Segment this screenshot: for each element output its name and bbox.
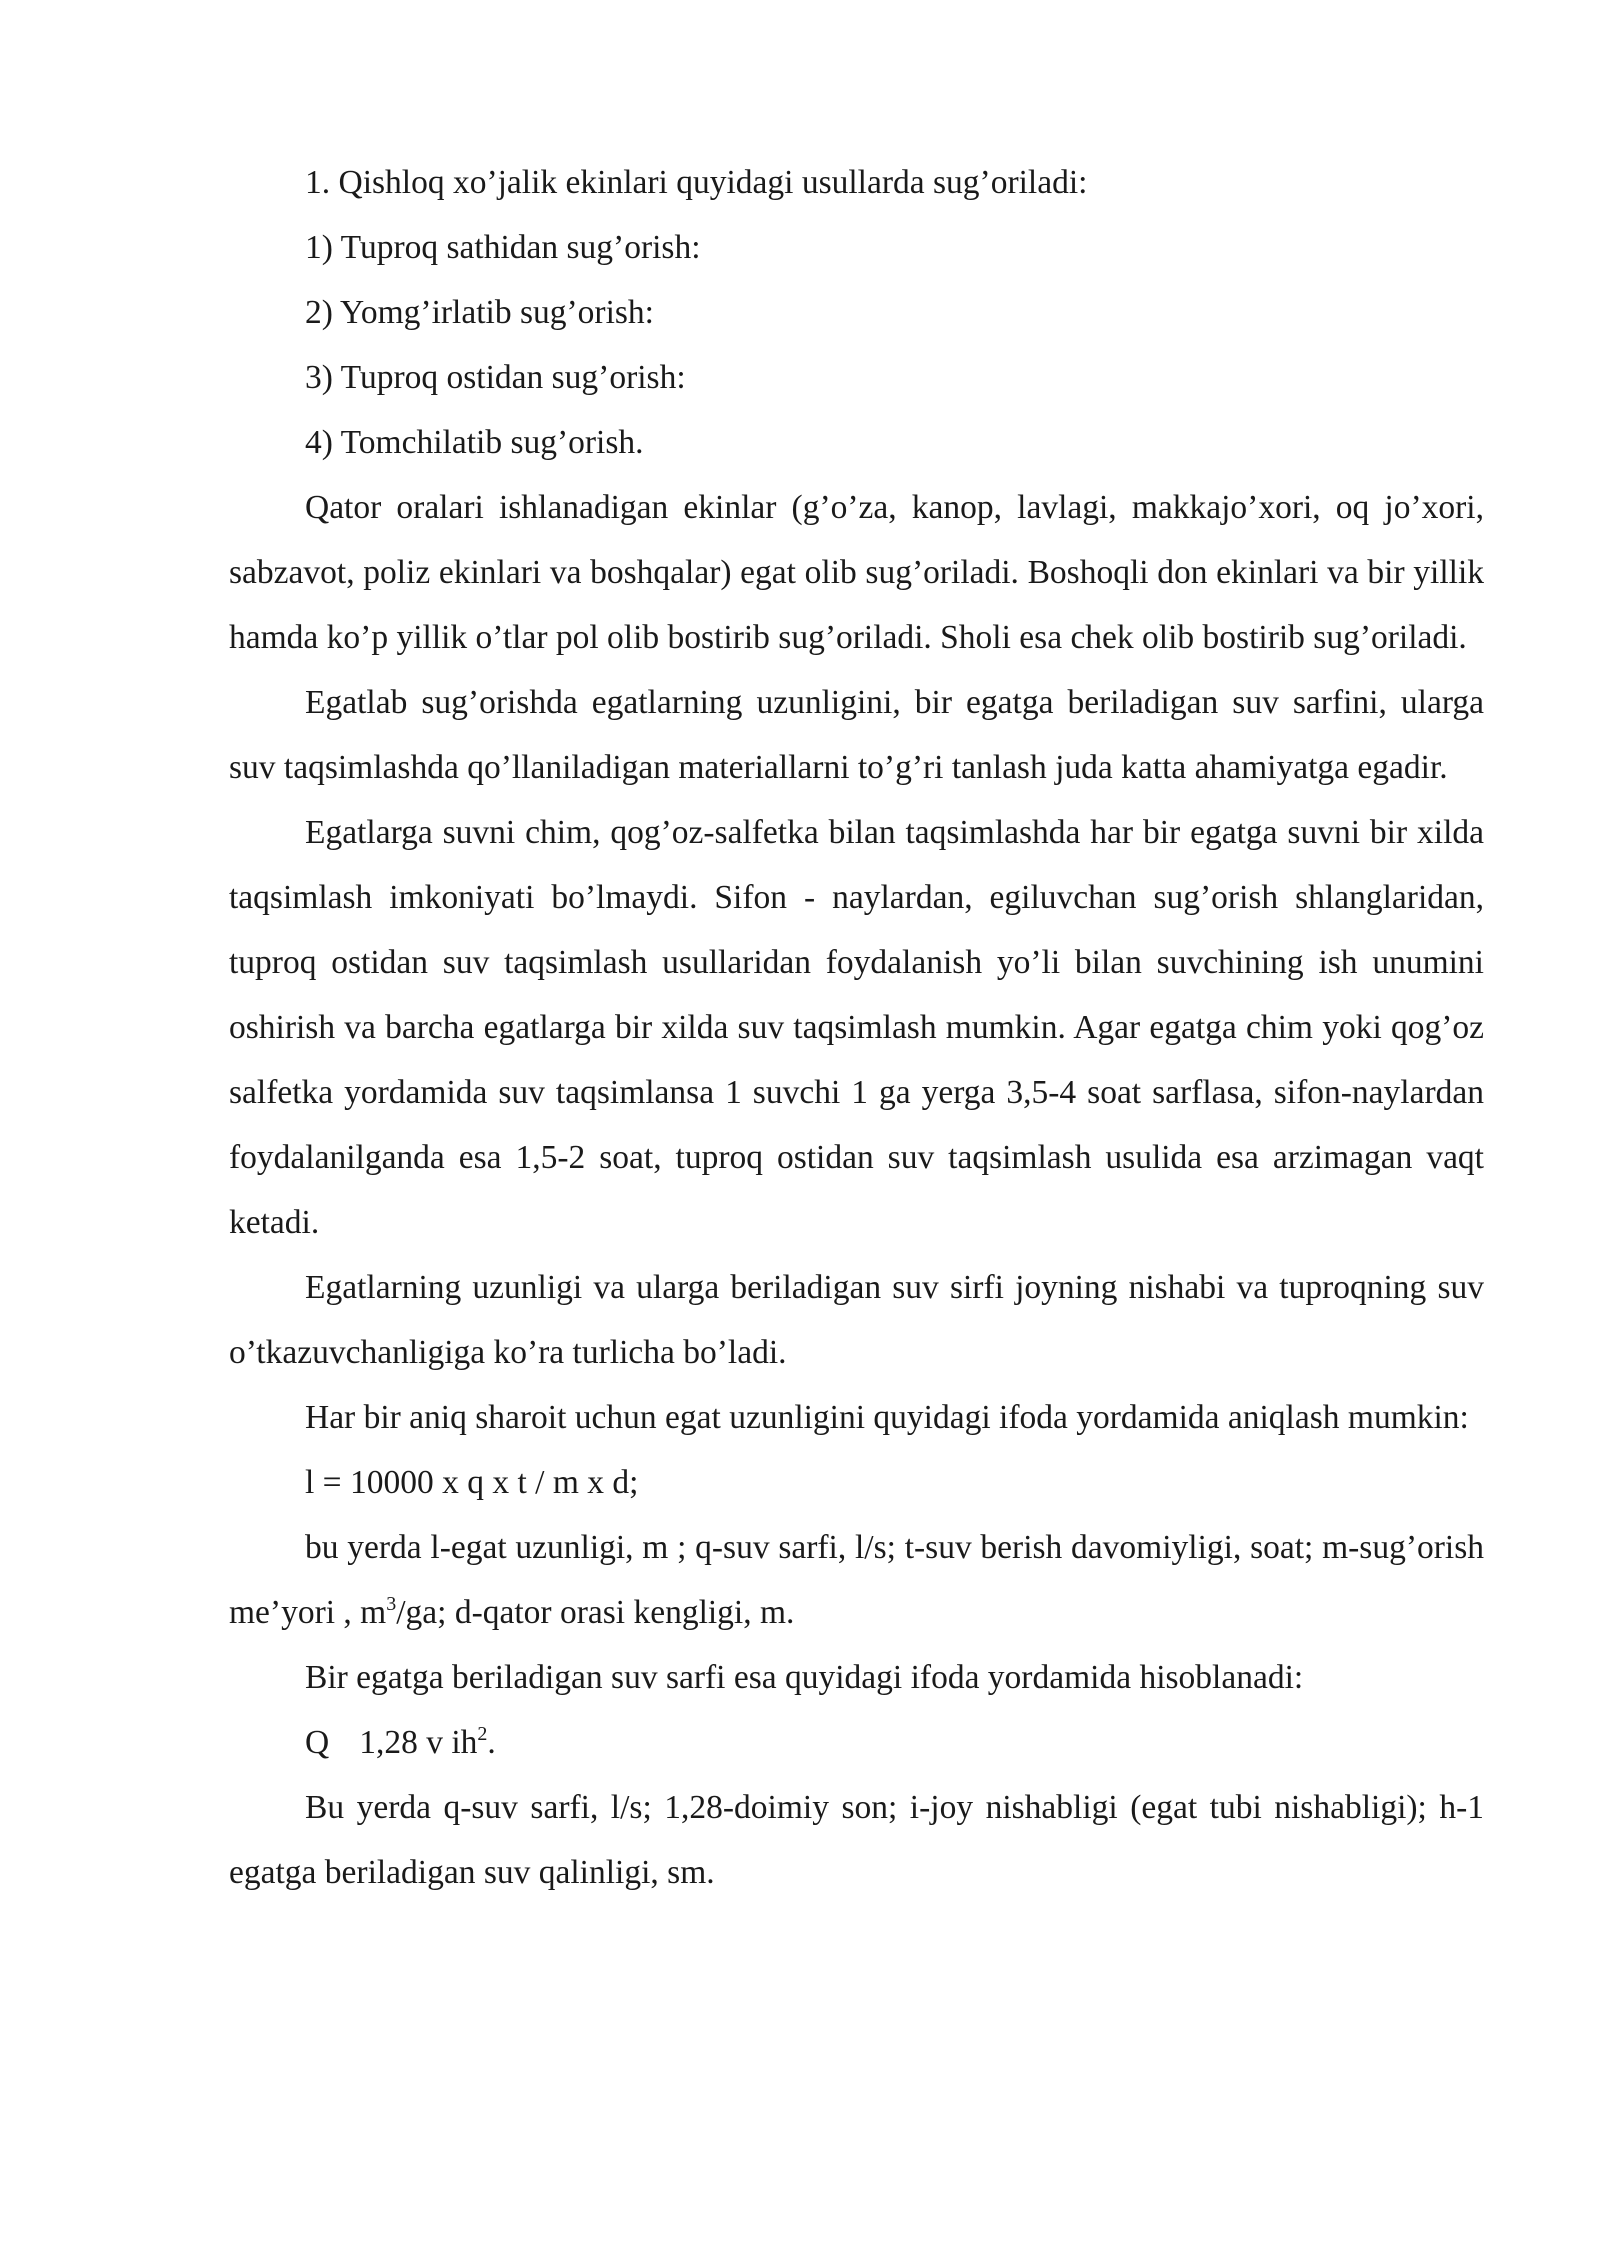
paragraph-irrigation-methods: Qator oralari ishlanadigan ekinlar (g’o’za, kanop, lavlagi, makkajo’xori, oq jo’xori, sabzavot, poliz ekinlari va boshqalar) egat olib sug’oriladi. Boshoqli don ekinlari va bir yillik hamda ko’p yillik o’tlar pol olib bostirib sug’oriladi. Sholi esa chek olib bostirib sug’oriladi. (229, 489, 1484, 656)
document-page (229, 150, 1484, 1905)
list-item: 4) Tomchilatib sug’orish. (305, 424, 644, 461)
paragraph-flow-legend: Bu yerda q-suv sarfi, l/s; 1,28-doimiy son; i-joy nishabligi (egat tubi nishabligi); h-1 egatga beriladigan suv qalinligi, sm. (229, 1789, 1484, 1891)
formula-water-flow (229, 1710, 1484, 1775)
superscript: 3 (386, 1593, 397, 1615)
legend-text: bu yerda l-egat uzunligi, m ; q-suv sarfi, l/s; t-suv berish davomiyligi, soat; m-sug’orish me’yori , m (229, 1529, 1484, 1631)
paragraph-formula-legend (229, 1515, 1484, 1645)
list-item: 3) Tuproq ostidan sug’orish: (305, 359, 686, 396)
paragraph-furrow-length: Egatlarning uzunligi va ularga beriladigan suv sirfi joyning nishabi va tuproqning suv o’tkazuvchanligiga ko’ra turlicha bo’ladi. (229, 1269, 1484, 1371)
formula-right: 1,28 v ih (359, 1724, 478, 1761)
formula-furrow-length: l = 10000 x q x t / m x d; (305, 1464, 639, 1501)
superscript: 2 (477, 1723, 488, 1745)
list-item: 1) Tuproq sathidan sug’orish: (305, 229, 701, 266)
list-heading: 1. Qishloq xo’jalik ekinlari quyidagi usullarda sug’oriladi: (305, 164, 1088, 201)
paragraph-length-formula-intro: Har bir aniq sharoit uchun egat uzunligini quyidagi ifoda yordamida aniqlash mumkin: (305, 1399, 1469, 1436)
list-item: 2) Yomg’irlatib sug’orish: (305, 294, 654, 331)
paragraph-flow-formula-intro: Bir egatga beriladigan suv sarfi esa quyidagi ifoda yordamida hisoblanadi: (305, 1659, 1304, 1696)
legend-text-end: /ga; d-qator orasi kengligi, m. (396, 1594, 795, 1631)
formula-left: Q (305, 1724, 330, 1761)
formula-end: . (487, 1724, 496, 1761)
paragraph-water-distribution: Egatlarga suvni chim, qog’oz-salfetka bilan taqsimlashda har bir egatga suvni bir xilda taqsimlash imkoniyati bo’lmaydi. Sifon - naylardan, egiluvchan sug’orish shlanglaridan, tuproq ostidan suv taqsimlash usullaridan foydalanish yo’li bilan suvchining ish unumini oshirish va barcha egatlarga bir xilda suv taqsimlash mumkin. Agar egatga chim yoki qog’oz salfetka yordamida suv taqsimlansa 1 suvchi 1 ga yerga 3,5-4 soat sarflasa, sifon-naylardan foydalanilganda esa 1,5-2 soat, tuproq ostidan suv taqsimlash usulida esa arzimagan vaqt ketadi. (229, 814, 1484, 1241)
paragraph-furrow-importance: Egatlab sug’orishda egatlarning uzunligini, bir egatga beriladigan suv sarfini, ularga suv taqsimlashda qo’llaniladigan materiallarni to’g’ri tanlash juda katta ahamiyatga egadir. (229, 684, 1484, 786)
